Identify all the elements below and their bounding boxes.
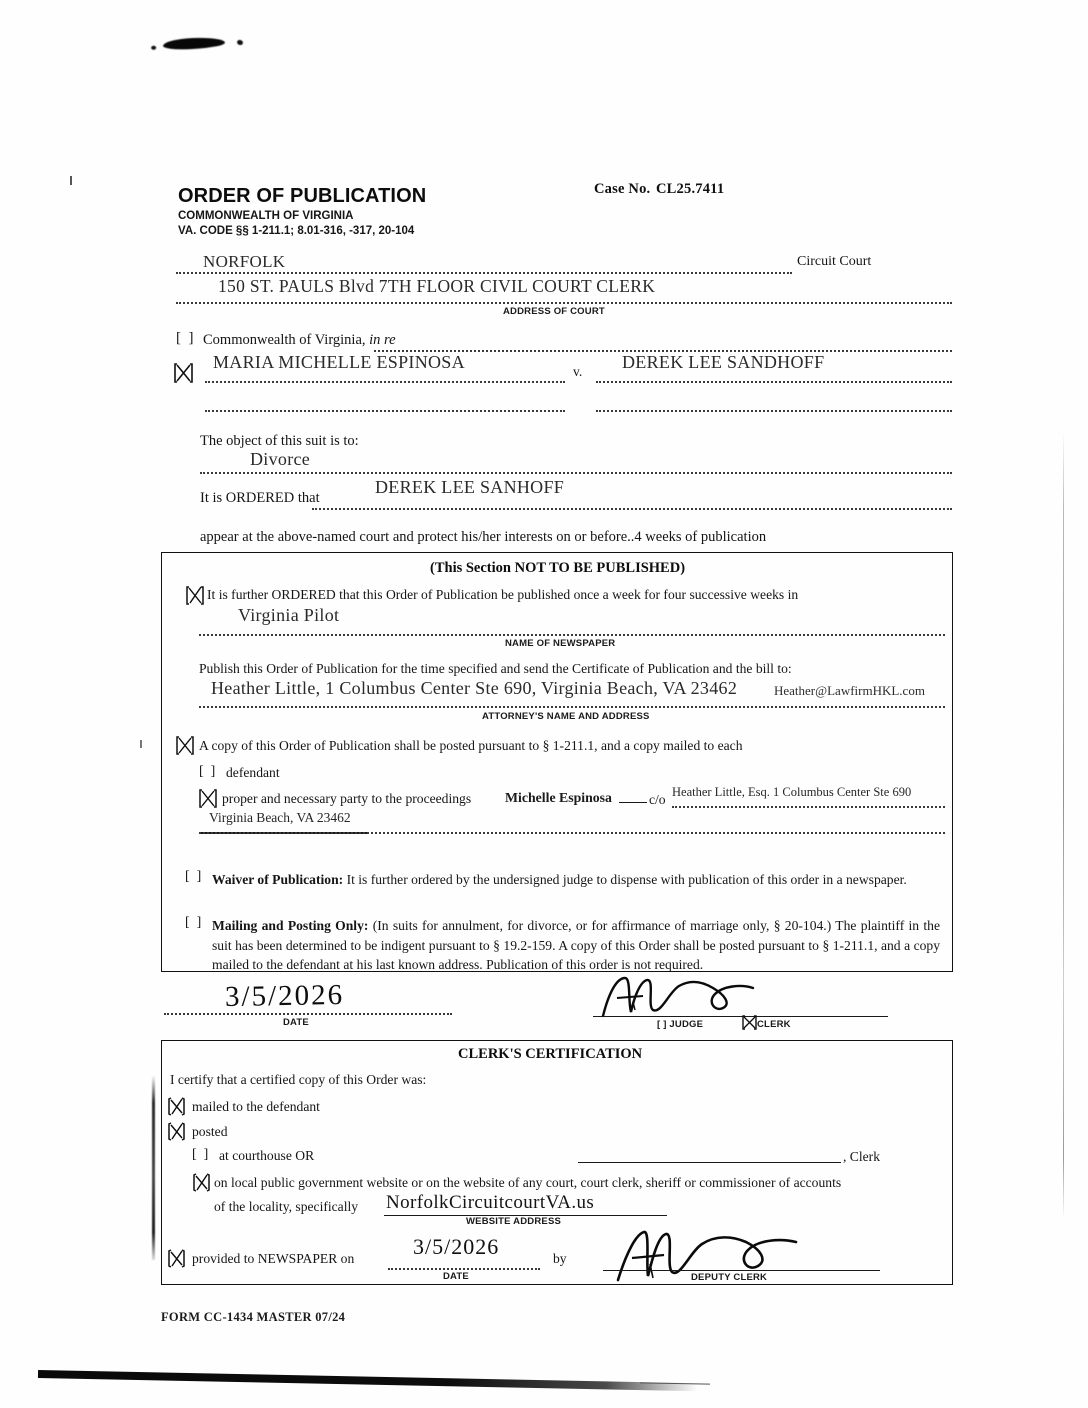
publish-weeks-text: It is further ORDERED that this Order of Publication be published once a week for four successive weeks in bbox=[207, 587, 799, 602]
attorney-name-address: Heather Little, 1 Columbus Center Ste 690, Virginia Beach, VA 23462 bbox=[211, 678, 738, 698]
waiver-paragraph bbox=[212, 870, 938, 889]
object-of-suit-value: Divorce bbox=[250, 449, 311, 469]
by-label: by bbox=[553, 1251, 567, 1266]
plaintiff-name: MARIA MICHELLE ESPINOSA bbox=[213, 352, 465, 372]
clerk-checkbox-label: CLERK bbox=[757, 1019, 791, 1030]
certification-heading: CLERK'S CERTIFICATION bbox=[458, 1046, 643, 1062]
defendant-option-label: defendant bbox=[226, 765, 280, 780]
waiver-text: It is further ordered by the undersigned judge to dispense with publication of this order in a newspaper. bbox=[346, 872, 907, 887]
mailing-posting-label: Mailing and Posting Only: bbox=[212, 918, 369, 933]
circuit-court-label: Circuit Court bbox=[797, 254, 872, 269]
page-title: ORDER OF PUBLICATION bbox=[178, 185, 427, 207]
website-address-caption: WEBSITE ADDRESS bbox=[466, 1216, 562, 1227]
certification-intro: I certify that a certified copy of this Order was: bbox=[170, 1072, 427, 1087]
court-address-line bbox=[176, 302, 952, 304]
address-of-court-caption: ADDRESS OF COURT bbox=[503, 306, 605, 317]
commonwealth-label-text: Commonwealth of Virginia, bbox=[203, 332, 366, 348]
judge-checkbox-label[interactable]: [ ] JUDGE bbox=[657, 1019, 704, 1030]
attorney-email: Heather@LawfirmHKL.com bbox=[774, 683, 925, 698]
attorney-line bbox=[199, 706, 945, 708]
commonwealth-subtitle: COMMONWEALTH OF VIRGINIA bbox=[178, 210, 354, 222]
order-date-value: 3/5/2026 bbox=[224, 978, 345, 1014]
checkbox-x-mark bbox=[176, 736, 194, 755]
defendant-line-2 bbox=[596, 410, 952, 412]
proper-party-checkbox[interactable] bbox=[199, 789, 217, 808]
not-published-heading: (This Section NOT TO BE PUBLISHED) bbox=[430, 560, 686, 576]
posted-label: posted bbox=[192, 1124, 228, 1139]
co-address-line1: Heather Little, Esq. 1 Columbus Center Ste 690 bbox=[672, 785, 912, 799]
proper-party-connector bbox=[619, 802, 647, 803]
website-text-line1: on local public government website or on the website of any court, court clerk, sheriff or commissioner of accounts bbox=[214, 1175, 842, 1190]
plaintiff-line bbox=[205, 381, 565, 383]
proper-party-name: Michelle Espinosa bbox=[505, 790, 612, 805]
court-name-value: NORFOLK bbox=[203, 252, 286, 271]
mailed-defendant-checkbox[interactable] bbox=[167, 1097, 185, 1116]
checkbox-x-mark bbox=[742, 1015, 757, 1030]
deputy-clerk-signature-line bbox=[603, 1270, 880, 1271]
checkbox-x-mark bbox=[167, 1122, 185, 1141]
mailing-posting-paragraph bbox=[212, 916, 940, 975]
checkbox-x-mark bbox=[167, 1249, 185, 1268]
provided-newspaper-label: provided to NEWSPAPER on bbox=[192, 1251, 355, 1266]
it-is-ordered-line bbox=[312, 508, 952, 510]
form-footer: FORM CC-1434 MASTER 07/24 bbox=[161, 1310, 346, 1324]
waiver-label: Waiver of Publication: bbox=[212, 872, 344, 887]
provided-newspaper-date-line bbox=[388, 1268, 540, 1270]
plaintiff-line-2 bbox=[205, 410, 565, 412]
checkbox-x-mark bbox=[174, 363, 193, 383]
defendant-checkbox[interactable]: [ ] bbox=[199, 764, 216, 779]
posted-pursuant-text: A copy of this Order of Publication shall be posted pursuant to § 1-211.1, and a copy mailed to each bbox=[199, 738, 743, 753]
judge-clerk-signature bbox=[595, 972, 775, 1020]
website-address-value: NorfolkCircuitcourtVA.us bbox=[386, 1192, 595, 1213]
posted-checkbox[interactable] bbox=[167, 1122, 185, 1141]
it-is-ordered-label: It is ORDERED that bbox=[200, 490, 320, 506]
bill-to-text: Publish this Order of Publication for the time specified and send the Certificate of Publication and the bill to: bbox=[199, 661, 792, 676]
judge-clerk-signature-line bbox=[593, 1016, 888, 1017]
co-address-line2: Virginia Beach, VA 23462 bbox=[209, 810, 351, 825]
ordered-party-value: DEREK LEE SANHOFF bbox=[375, 477, 565, 497]
commonwealth-checkbox[interactable]: [ ] bbox=[176, 330, 194, 346]
defendant-line bbox=[596, 381, 952, 383]
clerk-name-line bbox=[578, 1162, 841, 1163]
mailed-defendant-label: mailed to the defendant bbox=[192, 1099, 320, 1114]
object-of-suit-line bbox=[200, 472, 952, 474]
checkbox-x-mark bbox=[167, 1097, 185, 1116]
waiver-checkbox[interactable]: [ ] bbox=[185, 869, 202, 884]
case-number-label: Case No. bbox=[594, 181, 651, 197]
mailing-posting-text: (In suits for annulment, for divorce, or for affirmance of marriage only, § 20-104.) The plaintiff in the suit has been determined to be indigent pursuant to § 19.2-159. A copy of this Order shall be posted pursuant to § 1-211.1, and a copy mailed to the defendant at his last known address. Publication of this order is not required. bbox=[212, 918, 940, 972]
name-of-newspaper-caption: NAME OF NEWSPAPER bbox=[505, 638, 616, 649]
co-address-dotline-2 bbox=[199, 832, 945, 834]
va-code-subtitle: VA. CODE §§ 1-211.1; 8.01-316, -317, 20-104 bbox=[178, 225, 415, 237]
signature-scribble bbox=[595, 972, 775, 1020]
newspaper-name-line bbox=[199, 634, 945, 636]
proper-party-label: proper and necessary party to the proceedings bbox=[222, 791, 472, 806]
publish-checkbox[interactable] bbox=[186, 586, 204, 605]
mailing-posting-checkbox[interactable]: [ ] bbox=[185, 915, 202, 930]
at-courthouse-label: at courthouse OR bbox=[219, 1148, 315, 1163]
deputy-clerk-caption: DEPUTY CLERK bbox=[691, 1272, 768, 1283]
newspaper-name-value: Virginia Pilot bbox=[238, 605, 340, 625]
versus-label: v. bbox=[573, 364, 583, 379]
checkbox-x-mark bbox=[186, 586, 204, 605]
clerk-suffix-label: , Clerk bbox=[843, 1149, 880, 1164]
court-name-line bbox=[176, 272, 792, 274]
object-of-suit-label: The object of this suit is to: bbox=[200, 433, 359, 449]
parties-checkbox[interactable] bbox=[174, 363, 193, 383]
attorney-name-address-caption: ATTORNEY'S NAME AND ADDRESS bbox=[482, 711, 650, 722]
court-address-value: 150 ST. PAULS Blvd 7TH FLOOR CIVIL COURT CLERK bbox=[218, 276, 656, 296]
defendant-name: DEREK LEE SANDHOFF bbox=[622, 352, 825, 372]
clerk-checkbox[interactable] bbox=[742, 1015, 757, 1030]
co-label: c/o bbox=[649, 792, 666, 807]
provided-newspaper-checkbox[interactable] bbox=[167, 1249, 185, 1268]
appear-instruction: appear at the above-named court and protect his/her interests on or before..4 weeks of publication bbox=[200, 529, 767, 545]
provided-date-caption: DATE bbox=[443, 1271, 469, 1282]
date-caption: DATE bbox=[283, 1017, 309, 1028]
in-re-text: in re bbox=[369, 332, 396, 348]
website-text-line2: of the locality, specifically bbox=[214, 1199, 359, 1214]
provided-newspaper-date: 3/5/2026 bbox=[413, 1234, 500, 1259]
checkbox-x-mark bbox=[192, 1173, 210, 1192]
checkbox-x-mark bbox=[199, 789, 217, 808]
case-number-value: CL25.7411 bbox=[656, 181, 725, 197]
posted-pursuant-checkbox[interactable] bbox=[176, 736, 194, 755]
at-courthouse-checkbox[interactable]: [ ] bbox=[192, 1147, 209, 1162]
order-date-line bbox=[164, 1013, 452, 1015]
website-checkbox[interactable] bbox=[192, 1173, 210, 1192]
co-address-dotline bbox=[672, 806, 945, 808]
commonwealth-label bbox=[203, 332, 396, 349]
